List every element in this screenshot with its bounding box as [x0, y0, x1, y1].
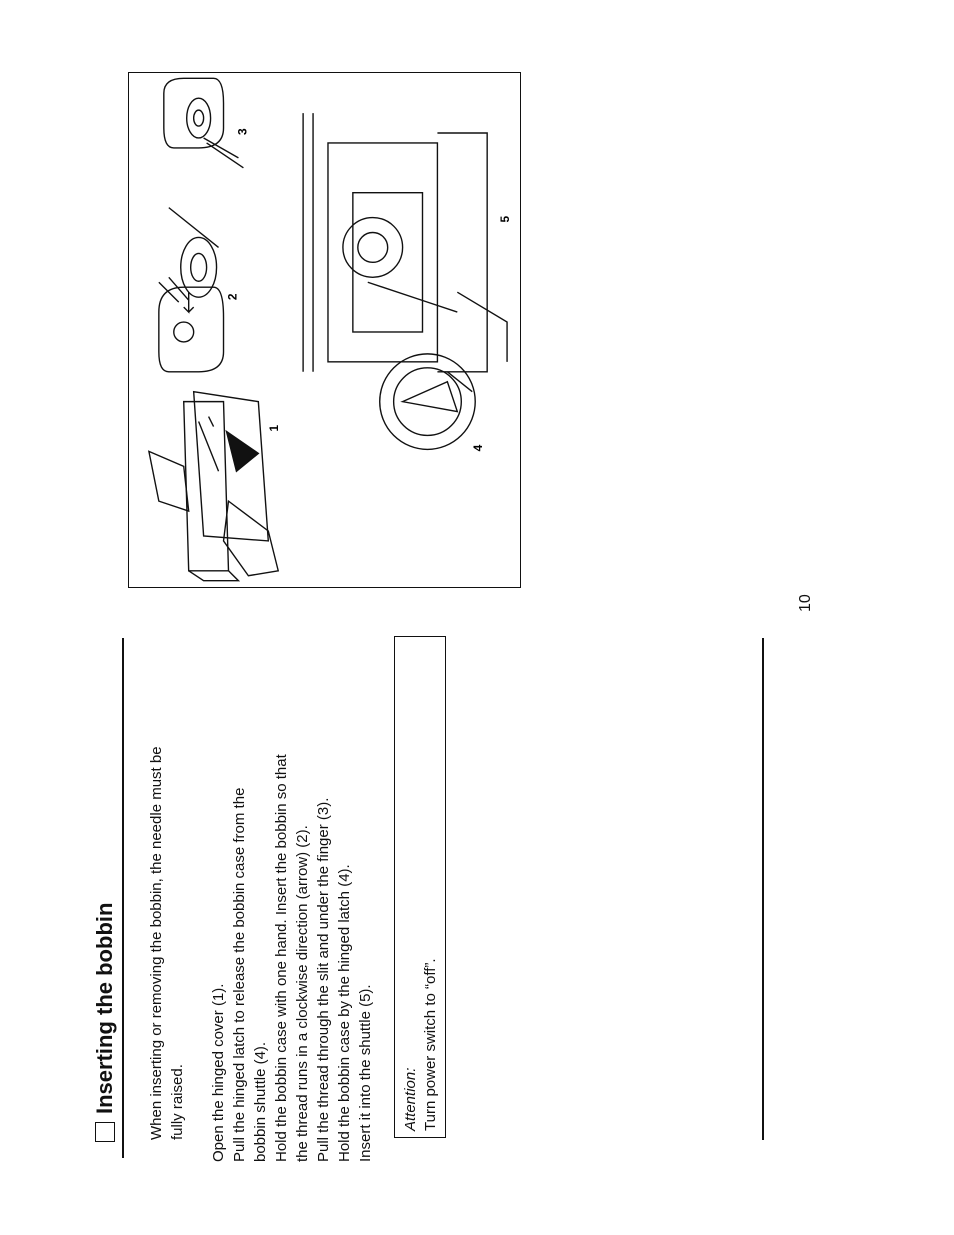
attention-box: [394, 636, 446, 1138]
heading-text: Inserting the bobbin: [92, 902, 117, 1114]
intro-line: When inserting or removing the bobbin, the needle must be: [148, 746, 165, 1140]
attention-label: Attention:: [402, 1067, 419, 1131]
bobbin-illustration: [128, 72, 521, 588]
label-2: 2: [225, 293, 240, 301]
label-3: 3: [235, 128, 250, 135]
instruction-line: Open the hinged cover (1).: [210, 983, 227, 1162]
instructions-paragraph: [208, 754, 376, 1162]
intro-paragraph: [146, 746, 188, 1140]
label-5: 5: [498, 215, 513, 223]
heading-rule: [122, 638, 124, 1158]
instruction-line: the thread runs in a clockwise direction (arrow) (2).: [294, 825, 311, 1162]
shuttle-drawing: [380, 354, 476, 450]
page-number: 10: [797, 594, 814, 612]
attention-text: Turn power switch to “off”.: [422, 958, 439, 1131]
intro-line: fully raised.: [169, 1064, 186, 1140]
instruction-line: Pull the hinged latch to release the bobbin case from the: [231, 787, 248, 1162]
instruction-line: Pull the thread through the slit and under the finger (3).: [315, 797, 332, 1162]
label-1: 1: [267, 424, 282, 432]
machine-bed-drawing: [303, 113, 507, 372]
instruction-line: Hold the bobbin case by the hinged latch (4).: [336, 864, 353, 1162]
bobbin-case-drawing: [159, 208, 224, 372]
hinged-cover-drawing: [149, 392, 278, 581]
bobbin-with-thread-drawing: [164, 78, 244, 168]
instruction-line: Hold the bobbin case with one hand. Insert the bobbin so that: [273, 754, 290, 1162]
instruction-line: bobbin shuttle (4).: [252, 1041, 269, 1162]
figure-labels: [225, 128, 512, 451]
footer-rule: [762, 638, 764, 1140]
attention-content: [401, 958, 441, 1131]
label-4: 4: [471, 444, 486, 452]
instruction-line: Insert it into the shuttle (5).: [357, 984, 374, 1162]
empty-square-icon: [95, 1122, 115, 1142]
section-heading: [92, 903, 118, 1142]
